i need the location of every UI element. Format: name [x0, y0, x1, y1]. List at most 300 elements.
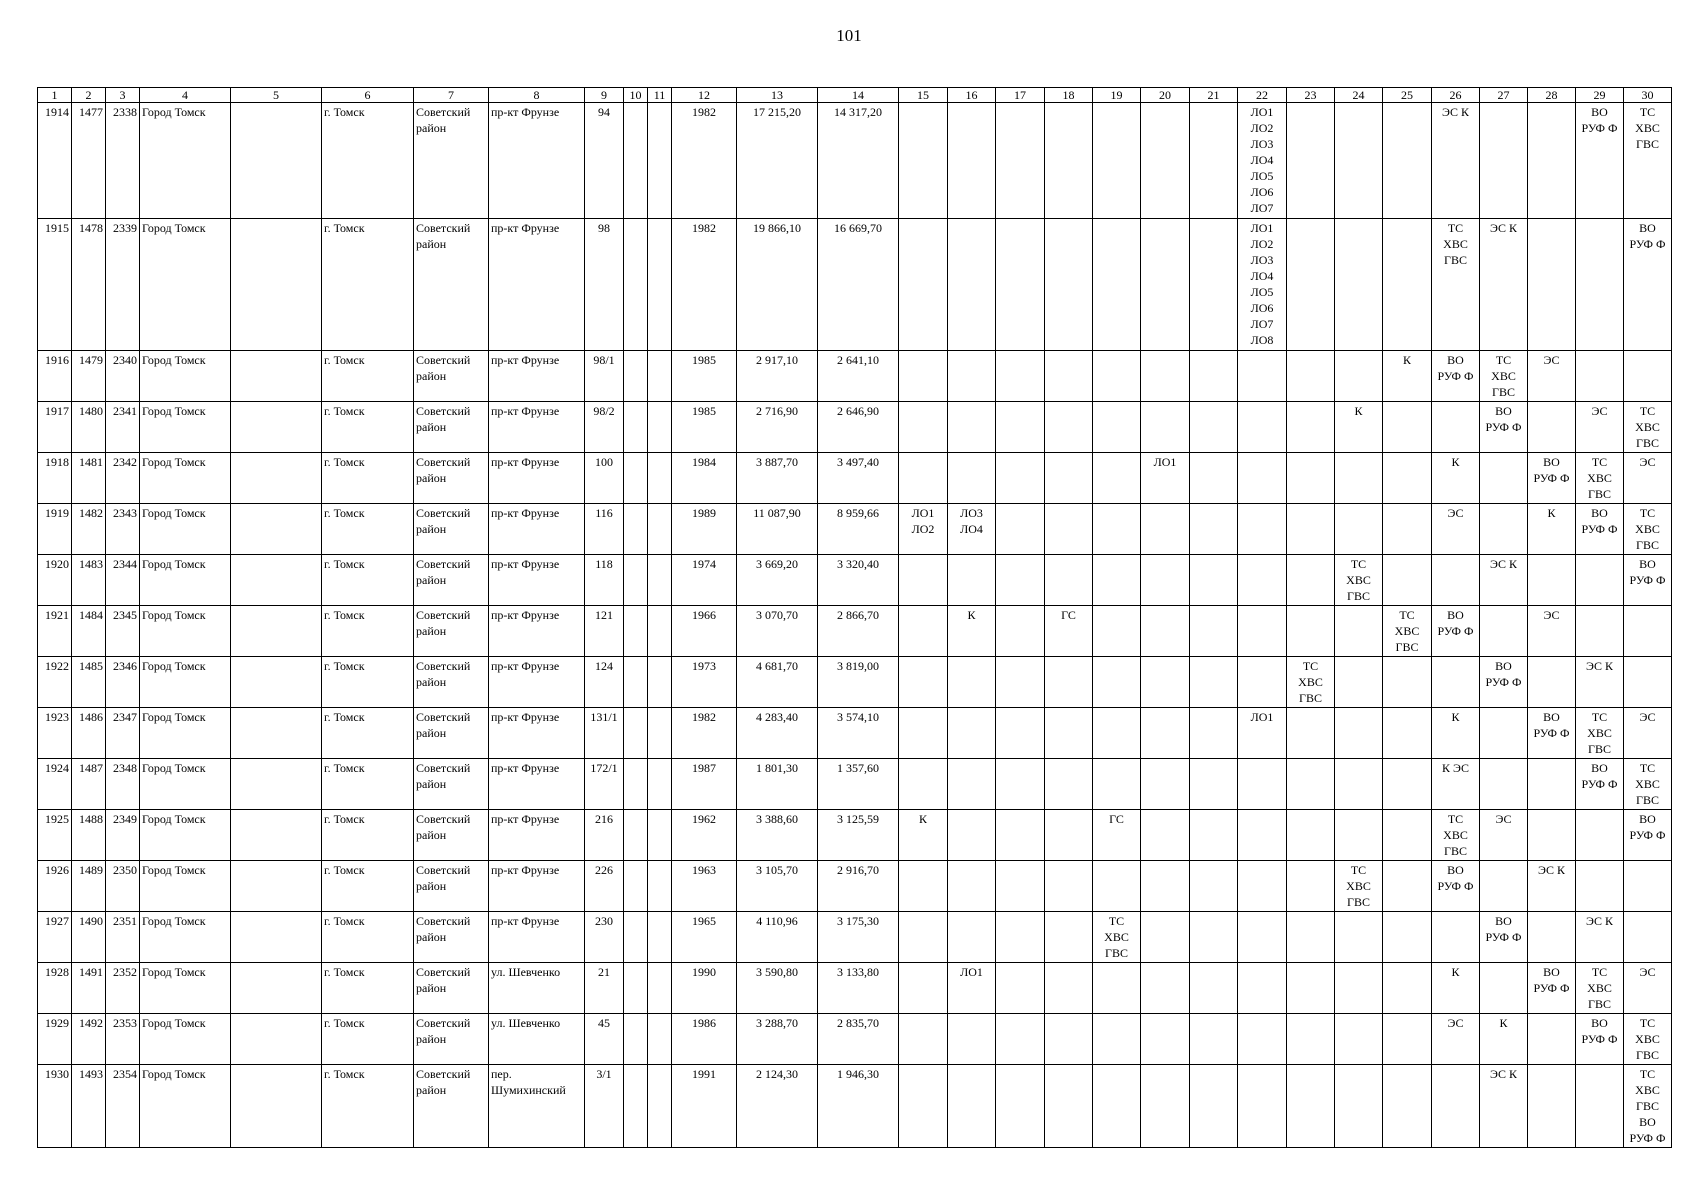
table-cell: [996, 963, 1045, 1014]
table-cell: ТС ХВС ГВС: [1624, 402, 1672, 453]
table-cell: [231, 708, 322, 759]
column-header: 16: [948, 88, 996, 103]
table-cell: 11 087,90: [737, 504, 818, 555]
table-cell: [1383, 1065, 1432, 1148]
table-row: [38, 606, 1672, 657]
table-cell: 230: [585, 912, 624, 963]
table-cell: Советский район: [414, 1014, 489, 1065]
table-cell: 1973: [672, 657, 737, 708]
column-header: 15: [899, 88, 948, 103]
table-cell: 98/2: [585, 402, 624, 453]
table-cell: 1963: [672, 861, 737, 912]
table-cell: пр-кт Фрунзе: [489, 810, 585, 861]
page-number: 101: [836, 26, 862, 45]
table-cell: 1985: [672, 351, 737, 402]
table-cell: Город Томск: [140, 555, 231, 606]
table-cell: [1093, 1065, 1141, 1148]
table-cell: [648, 351, 672, 402]
table-cell: 1923: [38, 708, 72, 759]
table-cell: [1141, 351, 1190, 402]
table-cell: [1093, 453, 1141, 504]
table-cell: Город Томск: [140, 504, 231, 555]
table-cell: 1987: [672, 759, 737, 810]
table-cell: [1238, 1014, 1287, 1065]
table-cell: ЭС К: [1528, 861, 1576, 912]
table-cell: [1287, 810, 1335, 861]
table-cell: [1190, 759, 1238, 810]
table-cell: 1481: [72, 453, 106, 504]
table-cell: [1480, 606, 1528, 657]
table-cell: Город Томск: [140, 810, 231, 861]
table-cell: г. Томск: [322, 861, 414, 912]
table-cell: [1093, 402, 1141, 453]
table-cell: [1383, 219, 1432, 351]
table-cell: ТС ХВС ГВС: [1383, 606, 1432, 657]
table-cell: г. Томск: [322, 351, 414, 402]
table-cell: пр-кт Фрунзе: [489, 219, 585, 351]
table-cell: [1045, 103, 1093, 219]
table-row: [38, 810, 1672, 861]
table-cell: [1383, 657, 1432, 708]
table-cell: [1624, 657, 1672, 708]
table-cell: 1922: [38, 657, 72, 708]
table-cell: [899, 555, 948, 606]
table-cell: 4 681,70: [737, 657, 818, 708]
table-cell: [996, 219, 1045, 351]
table-cell: [1141, 504, 1190, 555]
table-cell: пер. Шумихинский: [489, 1065, 585, 1148]
table-cell: К: [1432, 453, 1480, 504]
table-cell: [1576, 1065, 1624, 1148]
table-cell: ТС ХВС ГВС ВО РУФ Ф: [1624, 1065, 1672, 1148]
table-cell: ТС ХВС ГВС: [1093, 912, 1141, 963]
table-cell: 2 716,90: [737, 402, 818, 453]
table-cell: Город Томск: [140, 103, 231, 219]
table-cell: [1238, 1065, 1287, 1148]
table-cell: Город Томск: [140, 351, 231, 402]
table-cell: [1287, 861, 1335, 912]
table-cell: [648, 810, 672, 861]
table-body: [38, 103, 1672, 1148]
table-cell: [1141, 402, 1190, 453]
table-cell: [231, 103, 322, 219]
table-cell: 1478: [72, 219, 106, 351]
table-cell: [1141, 1065, 1190, 1148]
table-cell: [1624, 606, 1672, 657]
table-cell: [1335, 810, 1383, 861]
table-cell: [996, 1065, 1045, 1148]
table-cell: [1528, 1014, 1576, 1065]
column-header: 18: [1045, 88, 1093, 103]
column-header: 3: [106, 88, 140, 103]
table-cell: [1141, 810, 1190, 861]
table-cell: [1190, 555, 1238, 606]
table-cell: [1141, 963, 1190, 1014]
table-cell: [1383, 861, 1432, 912]
table-cell: [1190, 708, 1238, 759]
column-header: 13: [737, 88, 818, 103]
table-cell: 2 916,70: [818, 861, 899, 912]
table-cell: Город Томск: [140, 912, 231, 963]
table-cell: [948, 1014, 996, 1065]
table-cell: [1432, 912, 1480, 963]
table-cell: [1190, 963, 1238, 1014]
table-cell: 1982: [672, 219, 737, 351]
table-cell: [1335, 504, 1383, 555]
table-cell: ВО РУФ Ф: [1528, 708, 1576, 759]
table-cell: [231, 606, 322, 657]
table-cell: [996, 504, 1045, 555]
column-header: 2: [72, 88, 106, 103]
table-cell: 45: [585, 1014, 624, 1065]
table-cell: [1383, 912, 1432, 963]
table-cell: [1383, 103, 1432, 219]
table-cell: пр-кт Фрунзе: [489, 453, 585, 504]
table-cell: [624, 402, 648, 453]
table-cell: К: [948, 606, 996, 657]
table-cell: [1383, 708, 1432, 759]
table-cell: ТС ХВС ГВС: [1432, 810, 1480, 861]
table-cell: Город Томск: [140, 1065, 231, 1148]
column-header: 10: [624, 88, 648, 103]
table-cell: ЭС: [1576, 402, 1624, 453]
table-cell: ЛО1 ЛО2: [899, 504, 948, 555]
table-cell: 2348: [106, 759, 140, 810]
table-cell: [1238, 861, 1287, 912]
table-cell: [1045, 912, 1093, 963]
table-cell: [231, 759, 322, 810]
table-cell: [231, 912, 322, 963]
column-header: 26: [1432, 88, 1480, 103]
table-cell: 2347: [106, 708, 140, 759]
table-cell: [1190, 504, 1238, 555]
table-cell: [1141, 555, 1190, 606]
table-cell: 3 175,30: [818, 912, 899, 963]
table-cell: ЛО1: [1141, 453, 1190, 504]
table-cell: ТС ХВС ГВС: [1480, 351, 1528, 402]
table-cell: ВО РУФ Ф: [1432, 606, 1480, 657]
table-cell: [1480, 708, 1528, 759]
table-cell: [231, 555, 322, 606]
table-cell: ЭС: [1480, 810, 1528, 861]
table-cell: г. Томск: [322, 219, 414, 351]
table-cell: Советский район: [414, 861, 489, 912]
table-cell: [1287, 1065, 1335, 1148]
table-cell: [624, 555, 648, 606]
table-cell: ТС ХВС ГВС: [1576, 963, 1624, 1014]
table-cell: К: [1383, 351, 1432, 402]
table-cell: ТС ХВС ГВС: [1624, 759, 1672, 810]
table-cell: 3/1: [585, 1065, 624, 1148]
table-cell: [1335, 708, 1383, 759]
table-cell: [1238, 504, 1287, 555]
table-cell: К: [899, 810, 948, 861]
table-cell: [1093, 351, 1141, 402]
table-row: [38, 708, 1672, 759]
table-cell: пр-кт Фрунзе: [489, 555, 585, 606]
table-cell: [1190, 351, 1238, 402]
table-cell: ВО РУФ Ф: [1480, 912, 1528, 963]
table-cell: [231, 657, 322, 708]
table-cell: [899, 402, 948, 453]
table-cell: [648, 1065, 672, 1148]
table-cell: Советский район: [414, 453, 489, 504]
table-cell: г. Томск: [322, 708, 414, 759]
column-header: 4: [140, 88, 231, 103]
table-cell: 1919: [38, 504, 72, 555]
table-cell: [1383, 810, 1432, 861]
table-cell: г. Томск: [322, 657, 414, 708]
table-cell: [1287, 351, 1335, 402]
column-header: 22: [1238, 88, 1287, 103]
table-cell: [996, 555, 1045, 606]
table-cell: [1190, 402, 1238, 453]
table-cell: [1287, 402, 1335, 453]
table-cell: ЭС: [1624, 708, 1672, 759]
table-cell: [624, 504, 648, 555]
table-cell: ЭС: [1432, 504, 1480, 555]
table-cell: Город Томск: [140, 759, 231, 810]
table-cell: ЭС: [1624, 963, 1672, 1014]
column-header: 12: [672, 88, 737, 103]
table-cell: 2 641,10: [818, 351, 899, 402]
table-cell: Город Томск: [140, 963, 231, 1014]
table-cell: 172/1: [585, 759, 624, 810]
table-cell: пр-кт Фрунзе: [489, 708, 585, 759]
table-cell: 1929: [38, 1014, 72, 1065]
table-cell: 116: [585, 504, 624, 555]
table-row: [38, 861, 1672, 912]
table-cell: [624, 453, 648, 504]
table-row: [38, 219, 1672, 351]
table-cell: 2 646,90: [818, 402, 899, 453]
table-cell: [231, 504, 322, 555]
table-cell: [1383, 1014, 1432, 1065]
table-cell: [899, 861, 948, 912]
table-cell: пр-кт Фрунзе: [489, 402, 585, 453]
table-cell: Город Томск: [140, 657, 231, 708]
table-cell: ГС: [1045, 606, 1093, 657]
table-cell: [1576, 219, 1624, 351]
housing-register-table: [37, 87, 1672, 1148]
table-cell: Город Томск: [140, 453, 231, 504]
table-cell: [231, 1065, 322, 1148]
table-cell: [899, 606, 948, 657]
table-cell: ВО РУФ Ф: [1624, 810, 1672, 861]
table-cell: 2 917,10: [737, 351, 818, 402]
table-cell: [1287, 963, 1335, 1014]
table-cell: г. Томск: [322, 606, 414, 657]
table-row: [38, 351, 1672, 402]
table-cell: [624, 103, 648, 219]
table-cell: Город Томск: [140, 861, 231, 912]
table-cell: 1965: [672, 912, 737, 963]
table-cell: ЭС К: [1432, 103, 1480, 219]
table-cell: [1287, 606, 1335, 657]
table-cell: 2345: [106, 606, 140, 657]
table-cell: [1335, 1065, 1383, 1148]
table-cell: [1528, 759, 1576, 810]
table-cell: [1287, 759, 1335, 810]
column-header: 24: [1335, 88, 1383, 103]
table-cell: [1045, 555, 1093, 606]
table-cell: [1238, 759, 1287, 810]
table-cell: 121: [585, 606, 624, 657]
table-cell: [1141, 606, 1190, 657]
table-row: [38, 453, 1672, 504]
table-cell: 3 125,59: [818, 810, 899, 861]
table-cell: [648, 759, 672, 810]
table-cell: [624, 759, 648, 810]
table-cell: [996, 657, 1045, 708]
table-cell: [231, 810, 322, 861]
table-cell: ЛО3 ЛО4: [948, 504, 996, 555]
table-cell: [1141, 912, 1190, 963]
table-cell: [1141, 103, 1190, 219]
table-cell: [1335, 219, 1383, 351]
table-cell: [1141, 708, 1190, 759]
table-cell: 2353: [106, 1014, 140, 1065]
table-cell: Советский район: [414, 402, 489, 453]
table-cell: [1528, 103, 1576, 219]
table-cell: [624, 657, 648, 708]
table-cell: 1986: [672, 1014, 737, 1065]
table-row: [38, 759, 1672, 810]
table-cell: ВО РУФ Ф: [1624, 219, 1672, 351]
table-cell: [1383, 453, 1432, 504]
table-cell: [1045, 861, 1093, 912]
table-cell: [996, 103, 1045, 219]
table-cell: [1045, 504, 1093, 555]
table-cell: [948, 555, 996, 606]
table-row: [38, 504, 1672, 555]
table-cell: ЭС К: [1480, 555, 1528, 606]
table-cell: [1093, 606, 1141, 657]
table-cell: 1477: [72, 103, 106, 219]
table-cell: ВО РУФ Ф: [1528, 963, 1576, 1014]
table-cell: [1093, 219, 1141, 351]
table-cell: [648, 912, 672, 963]
table-cell: 98/1: [585, 351, 624, 402]
table-cell: 118: [585, 555, 624, 606]
table-cell: г. Томск: [322, 504, 414, 555]
table-cell: [948, 657, 996, 708]
table-cell: [948, 861, 996, 912]
table-cell: [899, 1014, 948, 1065]
column-header: 6: [322, 88, 414, 103]
table-cell: 8 959,66: [818, 504, 899, 555]
table-cell: [1432, 1065, 1480, 1148]
table-cell: [648, 402, 672, 453]
table-cell: [624, 1014, 648, 1065]
table-cell: ТС ХВС ГВС: [1576, 708, 1624, 759]
table-cell: [1528, 219, 1576, 351]
table-row: [38, 103, 1672, 219]
table-cell: Город Томск: [140, 606, 231, 657]
table-cell: ЭС: [1528, 606, 1576, 657]
table-cell: 124: [585, 657, 624, 708]
table-cell: [231, 402, 322, 453]
table-cell: [1528, 402, 1576, 453]
table-cell: [1045, 657, 1093, 708]
table-cell: 1480: [72, 402, 106, 453]
table-cell: 2 835,70: [818, 1014, 899, 1065]
table-cell: [1480, 504, 1528, 555]
table-cell: ЭС К: [1480, 1065, 1528, 1148]
table-cell: [1045, 1014, 1093, 1065]
table-cell: [1624, 351, 1672, 402]
table-cell: [1141, 1014, 1190, 1065]
table-cell: [899, 963, 948, 1014]
table-cell: [648, 657, 672, 708]
column-header: 23: [1287, 88, 1335, 103]
table-cell: [1190, 219, 1238, 351]
table-cell: [648, 504, 672, 555]
table-cell: 1989: [672, 504, 737, 555]
table-cell: [1238, 402, 1287, 453]
table-cell: [1624, 912, 1672, 963]
table-cell: [1335, 351, 1383, 402]
table-cell: [648, 606, 672, 657]
table-cell: 1916: [38, 351, 72, 402]
table-cell: Советский район: [414, 504, 489, 555]
table-cell: [1287, 708, 1335, 759]
table-cell: [1238, 810, 1287, 861]
table-cell: 3 497,40: [818, 453, 899, 504]
table-cell: [948, 1065, 996, 1148]
table-cell: г. Томск: [322, 1014, 414, 1065]
table-cell: 1927: [38, 912, 72, 963]
table-cell: г. Томск: [322, 555, 414, 606]
table-cell: [1335, 963, 1383, 1014]
table-cell: пр-кт Фрунзе: [489, 912, 585, 963]
table-cell: 1920: [38, 555, 72, 606]
table-cell: 21: [585, 963, 624, 1014]
table-cell: [231, 351, 322, 402]
table-cell: [1045, 759, 1093, 810]
table-cell: 1962: [672, 810, 737, 861]
table-cell: [996, 402, 1045, 453]
table-cell: [1190, 810, 1238, 861]
table-cell: [1093, 657, 1141, 708]
table-cell: г. Томск: [322, 402, 414, 453]
table-cell: 2339: [106, 219, 140, 351]
table-cell: 1 357,60: [818, 759, 899, 810]
table-cell: [1045, 1065, 1093, 1148]
table-row: [38, 555, 1672, 606]
table-cell: 1491: [72, 963, 106, 1014]
table-cell: [1480, 103, 1528, 219]
table-cell: 3 320,40: [818, 555, 899, 606]
table-cell: 4 110,96: [737, 912, 818, 963]
table-cell: 216: [585, 810, 624, 861]
column-header: 9: [585, 88, 624, 103]
column-header: 14: [818, 88, 899, 103]
table-cell: [231, 963, 322, 1014]
table-cell: [648, 1014, 672, 1065]
table-cell: [1287, 219, 1335, 351]
table-cell: 3 887,70: [737, 453, 818, 504]
table-cell: 1488: [72, 810, 106, 861]
table-cell: [1576, 555, 1624, 606]
table-cell: 3 574,10: [818, 708, 899, 759]
column-number-row: [38, 88, 1672, 103]
table-cell: [1576, 861, 1624, 912]
table-cell: ВО РУФ Ф: [1576, 759, 1624, 810]
table-cell: 1982: [672, 103, 737, 219]
table-cell: [1093, 861, 1141, 912]
table-cell: [1190, 1014, 1238, 1065]
